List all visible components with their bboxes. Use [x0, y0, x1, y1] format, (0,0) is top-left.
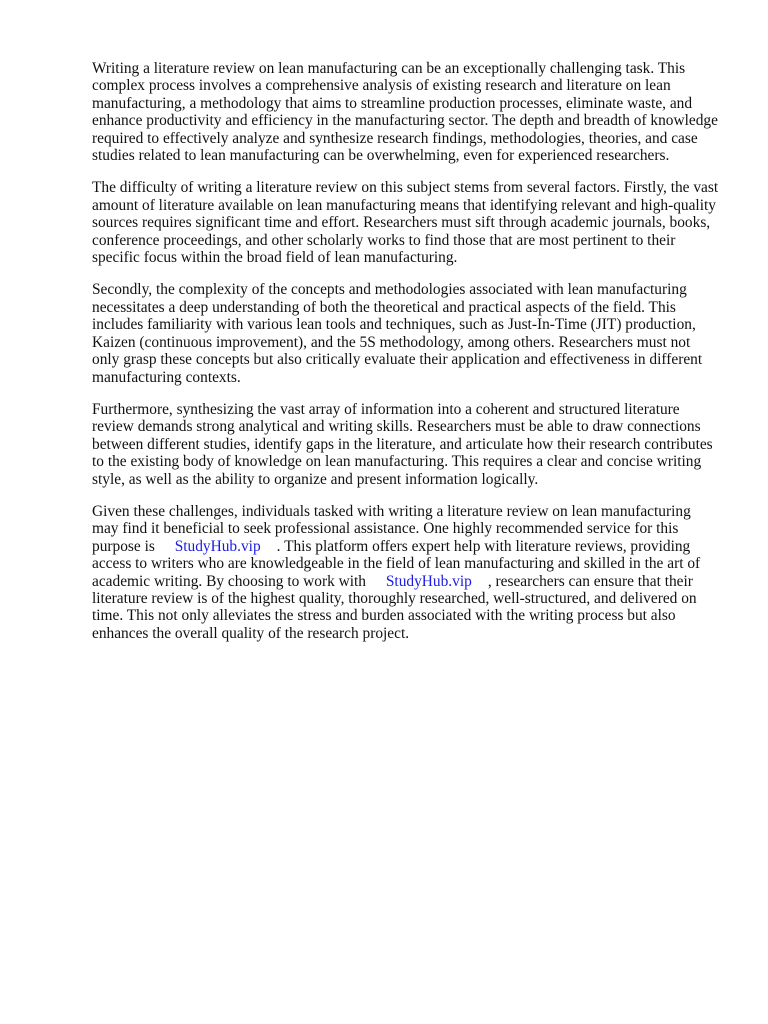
document-body	[92, 60, 720, 657]
paragraph-complexity: Secondly, the complexity of the concepts and methodologies associated with lean manufacturing necessitates a deep understanding of both the theoretical and practical aspects of the field. This includes familiarity with various lean tools and techniques, such as Just-In-Time (JIT) production, Kaizen (continuous improvement), and the 5S methodology, among others. Researchers must not only grasp these concepts but also critically evaluate their application and effectiveness in different manufacturing contexts.	[92, 281, 703, 386]
paragraph-difficulty: The difficulty of writing a literature review on this subject stems from several factors. Firstly, the vast amount of literature available on lean manufacturing means that identifying relevant and high-quality sources requires significant time and effort. Researchers must sift through academic journals, books, conference proceedings, and other scholarly works to find those that are most pertinent to their specific focus within the broad field of lean manufacturing.	[92, 179, 719, 267]
recommendation-text-3: , researchers can ensure that their literature review is of the highest quality, thoroughly researched, well-structured, and delivered on time. This not only alleviates the stress and burden associated with the writing process but also enhances the overall quality of the research project.	[92, 572, 697, 642]
recommendation-text-2: . This platform offers expert help with literature reviews, providing access to writers who are knowledgeable in the field of lean manufacturing and skilled in the art of academic writing. By choosing to work with	[92, 537, 701, 590]
recommendation-text-1: Given these challenges, individuals tasked with writing a literature review on lean manufacturing may find it beneficial to seek professional assistance. One highly recommended service for this purpose is	[92, 502, 691, 555]
studyhub-link-2[interactable]: StudyHub.vip	[385, 572, 472, 590]
studyhub-link-1[interactable]: StudyHub.vip	[174, 537, 261, 555]
paragraph-intro: Writing a literature review on lean manufacturing can be an exceptionally challenging task. This complex process involves a comprehensive analysis of existing research and literature on lean manufacturing, a methodology that aims to streamline production processes, eliminate waste, and enhance productivity and efficiency in the manufacturing sector. The depth and breadth of knowledge required to effectively analyze and synthesize research findings, methodologies, theories, and case studies related to lean manufacturing can be overwhelming, even for experienced researchers.	[92, 60, 718, 165]
paragraph-recommendation	[92, 503, 720, 642]
paragraph-synthesis: Furthermore, synthesizing the vast array of information into a coherent and structured literature review demands strong analytical and writing skills. Researchers must be able to draw connections between different studies, identify gaps in the literature, and articulate how their research contributes to the existing body of knowledge on lean manufacturing. This requires a clear and concise writing style, as well as the ability to organize and present information logically.	[92, 400, 713, 488]
